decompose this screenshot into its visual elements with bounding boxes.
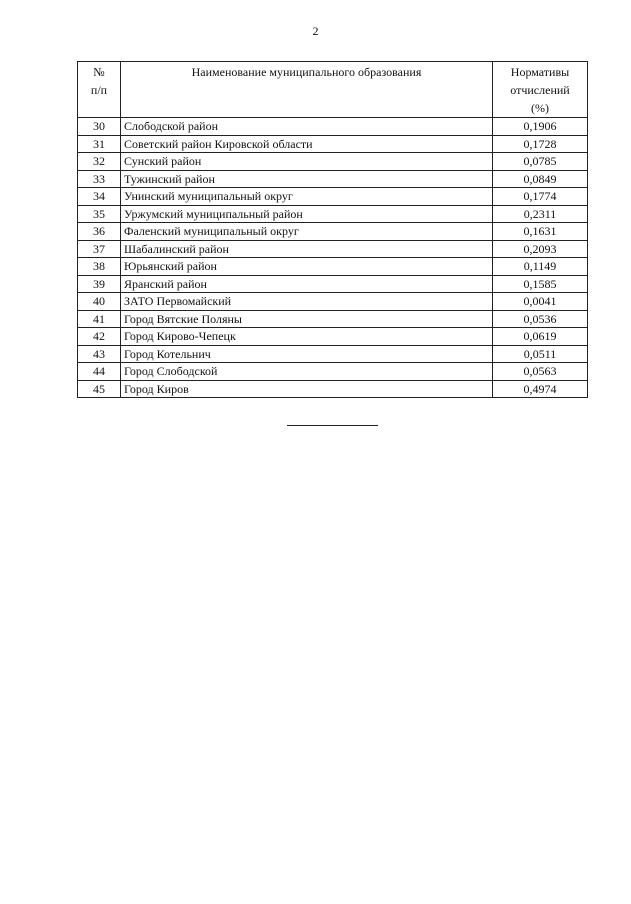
row-value-cell: 0,0041 (493, 293, 588, 311)
header-number-abbr: п/п (90, 83, 108, 97)
row-number-cell: 43 (78, 345, 121, 363)
row-value-cell: 0,4974 (493, 380, 588, 398)
table-row (78, 345, 588, 363)
row-value-cell: 0,1585 (493, 275, 588, 293)
row-name-cell: ЗАТО Первомайский (121, 293, 493, 311)
row-number-cell: 33 (78, 170, 121, 188)
table-row (78, 310, 588, 328)
row-name-cell: Город Вятские Поляны (121, 310, 493, 328)
row-value-cell: 0,1906 (493, 118, 588, 136)
row-number-cell: 35 (78, 205, 121, 223)
header-row (78, 62, 588, 118)
row-value-cell: 0,2093 (493, 240, 588, 258)
row-name-cell: Советский район Кировской области (121, 135, 493, 153)
table-row (78, 240, 588, 258)
row-number-cell: 31 (78, 135, 121, 153)
row-number-cell: 30 (78, 118, 121, 136)
header-number-symbol: № (93, 65, 105, 79)
header-norm-line1: Нормативы (510, 65, 570, 79)
row-name-cell: Унинский муниципальный округ (121, 188, 493, 206)
header-name: Наименование муниципального образования (121, 62, 493, 118)
table-row (78, 275, 588, 293)
row-name-cell: Город Кирово-Чепецк (121, 328, 493, 346)
header-number (78, 62, 121, 118)
table-body (78, 118, 588, 398)
row-name-cell: Уржумский муниципальный район (121, 205, 493, 223)
row-name-cell: Слободской район (121, 118, 493, 136)
row-name-cell: Город Котельнич (121, 345, 493, 363)
row-name-cell: Яранский район (121, 275, 493, 293)
table-row (78, 188, 588, 206)
row-name-cell: Шабалинский район (121, 240, 493, 258)
row-value-cell: 0,0619 (493, 328, 588, 346)
row-value-cell: 0,0563 (493, 363, 588, 381)
row-number-cell: 40 (78, 293, 121, 311)
row-name-cell: Сунский район (121, 153, 493, 171)
header-norm (493, 62, 588, 118)
header-norm-line2: отчислений (510, 83, 570, 97)
table-row (78, 380, 588, 398)
row-value-cell: 0,0511 (493, 345, 588, 363)
row-number-cell: 41 (78, 310, 121, 328)
row-number-cell: 36 (78, 223, 121, 241)
row-number-cell: 45 (78, 380, 121, 398)
row-name-cell: Фаленский муниципальный округ (121, 223, 493, 241)
table-row (78, 170, 588, 188)
row-number-cell: 38 (78, 258, 121, 276)
row-name-cell: Город Киров (121, 380, 493, 398)
table-row (78, 118, 588, 136)
row-value-cell: 0,1149 (493, 258, 588, 276)
row-name-cell: Тужинский район (121, 170, 493, 188)
row-number-cell: 42 (78, 328, 121, 346)
end-separator-line (287, 425, 378, 426)
row-number-cell: 39 (78, 275, 121, 293)
table-row (78, 153, 588, 171)
row-value-cell: 0,1728 (493, 135, 588, 153)
table-row (78, 328, 588, 346)
row-value-cell: 0,0849 (493, 170, 588, 188)
table-row (78, 293, 588, 311)
table-row (78, 363, 588, 381)
row-value-cell: 0,1774 (493, 188, 588, 206)
row-value-cell: 0,2311 (493, 205, 588, 223)
table-row (78, 223, 588, 241)
table-row (78, 258, 588, 276)
row-number-cell: 37 (78, 240, 121, 258)
table-header (78, 62, 588, 118)
norms-table (77, 61, 588, 398)
page-number: 2 (312, 24, 319, 38)
row-number-cell: 32 (78, 153, 121, 171)
table-row (78, 135, 588, 153)
row-value-cell: 0,0536 (493, 310, 588, 328)
table-row (78, 205, 588, 223)
row-name-cell: Юрьянский район (121, 258, 493, 276)
row-number-cell: 44 (78, 363, 121, 381)
row-value-cell: 0,1631 (493, 223, 588, 241)
row-name-cell: Город Слободской (121, 363, 493, 381)
header-norm-line3: (%) (531, 101, 549, 115)
row-value-cell: 0,0785 (493, 153, 588, 171)
row-number-cell: 34 (78, 188, 121, 206)
